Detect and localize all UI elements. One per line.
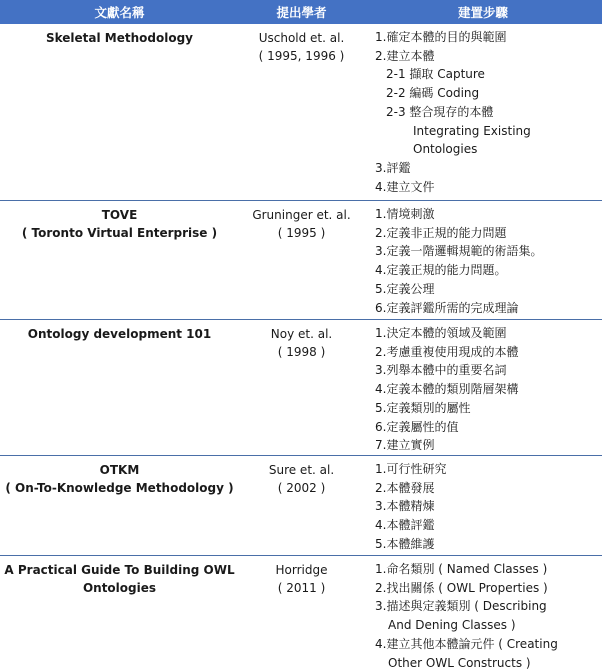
step-item: 3.列舉本體中的重要名詞 [375, 361, 598, 380]
steps-cell [364, 24, 602, 201]
header-row [0, 0, 602, 24]
author-cell [239, 24, 364, 201]
steps-cell [364, 201, 602, 320]
header-steps: 建置步驟 [364, 0, 602, 24]
step-item: 3.評鑑 [375, 159, 598, 178]
table-row [0, 456, 602, 556]
step-item: 1.確定本體的目的與範圍 [375, 28, 598, 47]
header-document-name: 文獻名稱 [0, 0, 239, 24]
table-row [0, 201, 602, 320]
step-item: 4.建立其他本體論元件 ( Creating [375, 635, 598, 654]
author-year: ( 1995 ) [239, 224, 364, 242]
document-name-cell [0, 456, 239, 556]
step-item: 1.可行性研究 [375, 460, 598, 479]
table-row [0, 24, 602, 201]
step-item: 4.定義本體的類別階層架構 [375, 380, 598, 399]
author-year: ( 1995, 1996 ) [239, 47, 364, 65]
header-author: 提出學者 [239, 0, 364, 24]
author-cell [239, 456, 364, 556]
step-continuation: And Dening Classes ) [375, 616, 598, 635]
document-name: A Practical Guide To Building OWL [0, 561, 239, 579]
author-name: Gruninger et. al. [239, 206, 364, 224]
step-item: 1.情境刺激 [375, 205, 598, 224]
document-name: Ontology development 101 [0, 325, 239, 343]
author-year: ( 2002 ) [239, 479, 364, 497]
document-name: TOVE [0, 206, 239, 224]
document-name-cell [0, 556, 239, 672]
substep-continuation: Integrating Existing [375, 122, 598, 141]
step-item: 3.描述與定義類別 ( Describing [375, 597, 598, 616]
step-item: 2.本體發展 [375, 479, 598, 498]
document-name-cell [0, 320, 239, 456]
author-name: Uschold et. al. [239, 29, 364, 47]
author-name: Horridge [239, 561, 364, 579]
table-row [0, 556, 602, 672]
document-name: Skeletal Methodology [0, 29, 239, 47]
steps-cell [364, 320, 602, 456]
author-cell [239, 556, 364, 672]
author-year: ( 1998 ) [239, 343, 364, 361]
document-name-cell [0, 24, 239, 201]
document-name-continuation: Ontologies [0, 579, 239, 597]
step-item: 7.建立實例 [375, 436, 598, 455]
document-subtitle: ( Toronto Virtual Enterprise ) [0, 224, 239, 242]
step-item: 6.定義評鑑所需的完成理論 [375, 299, 598, 318]
step-item: 2.找出關係 ( OWL Properties ) [375, 579, 598, 598]
step-item: 2.考慮重複使用現成的本體 [375, 343, 598, 362]
step-continuation: Other OWL Constructs ) [375, 654, 598, 672]
steps-cell [364, 556, 602, 672]
author-name: Sure et. al. [239, 461, 364, 479]
step-item: 2.定義非正規的能力問題 [375, 224, 598, 243]
step-item: 4.定義正規的能力問題。 [375, 261, 598, 280]
step-item: 4.本體評鑑 [375, 516, 598, 535]
step-item: 5.定義公理 [375, 280, 598, 299]
substep-continuation: Ontologies [375, 140, 598, 159]
step-item: 2.建立本體 [375, 47, 598, 66]
author-cell [239, 320, 364, 456]
substep-item: 2-2 編碼 Coding [375, 84, 598, 103]
steps-cell [364, 456, 602, 556]
author-cell [239, 201, 364, 320]
step-item: 5.定義類別的屬性 [375, 399, 598, 418]
document-subtitle: ( On-To-Knowledge Methodology ) [0, 479, 239, 497]
step-item: 4.建立文件 [375, 178, 598, 197]
step-item: 6.定義屬性的值 [375, 418, 598, 437]
document-name: OTKM [0, 461, 239, 479]
author-year: ( 2011 ) [239, 579, 364, 597]
step-item: 3.定義一階邏輯規範的術語集。 [375, 242, 598, 261]
step-item: 1.命名類別 ( Named Classes ) [375, 560, 598, 579]
step-item: 3.本體精煉 [375, 497, 598, 516]
substep-item: 2-3 整合現存的本體 [375, 103, 598, 122]
author-name: Noy et. al. [239, 325, 364, 343]
table-row [0, 320, 602, 456]
step-item: 1.決定本體的領域及範圍 [375, 324, 598, 343]
substep-item: 2-1 擷取 Capture [375, 65, 598, 84]
step-item: 5.本體維護 [375, 535, 598, 554]
document-name-cell [0, 201, 239, 320]
